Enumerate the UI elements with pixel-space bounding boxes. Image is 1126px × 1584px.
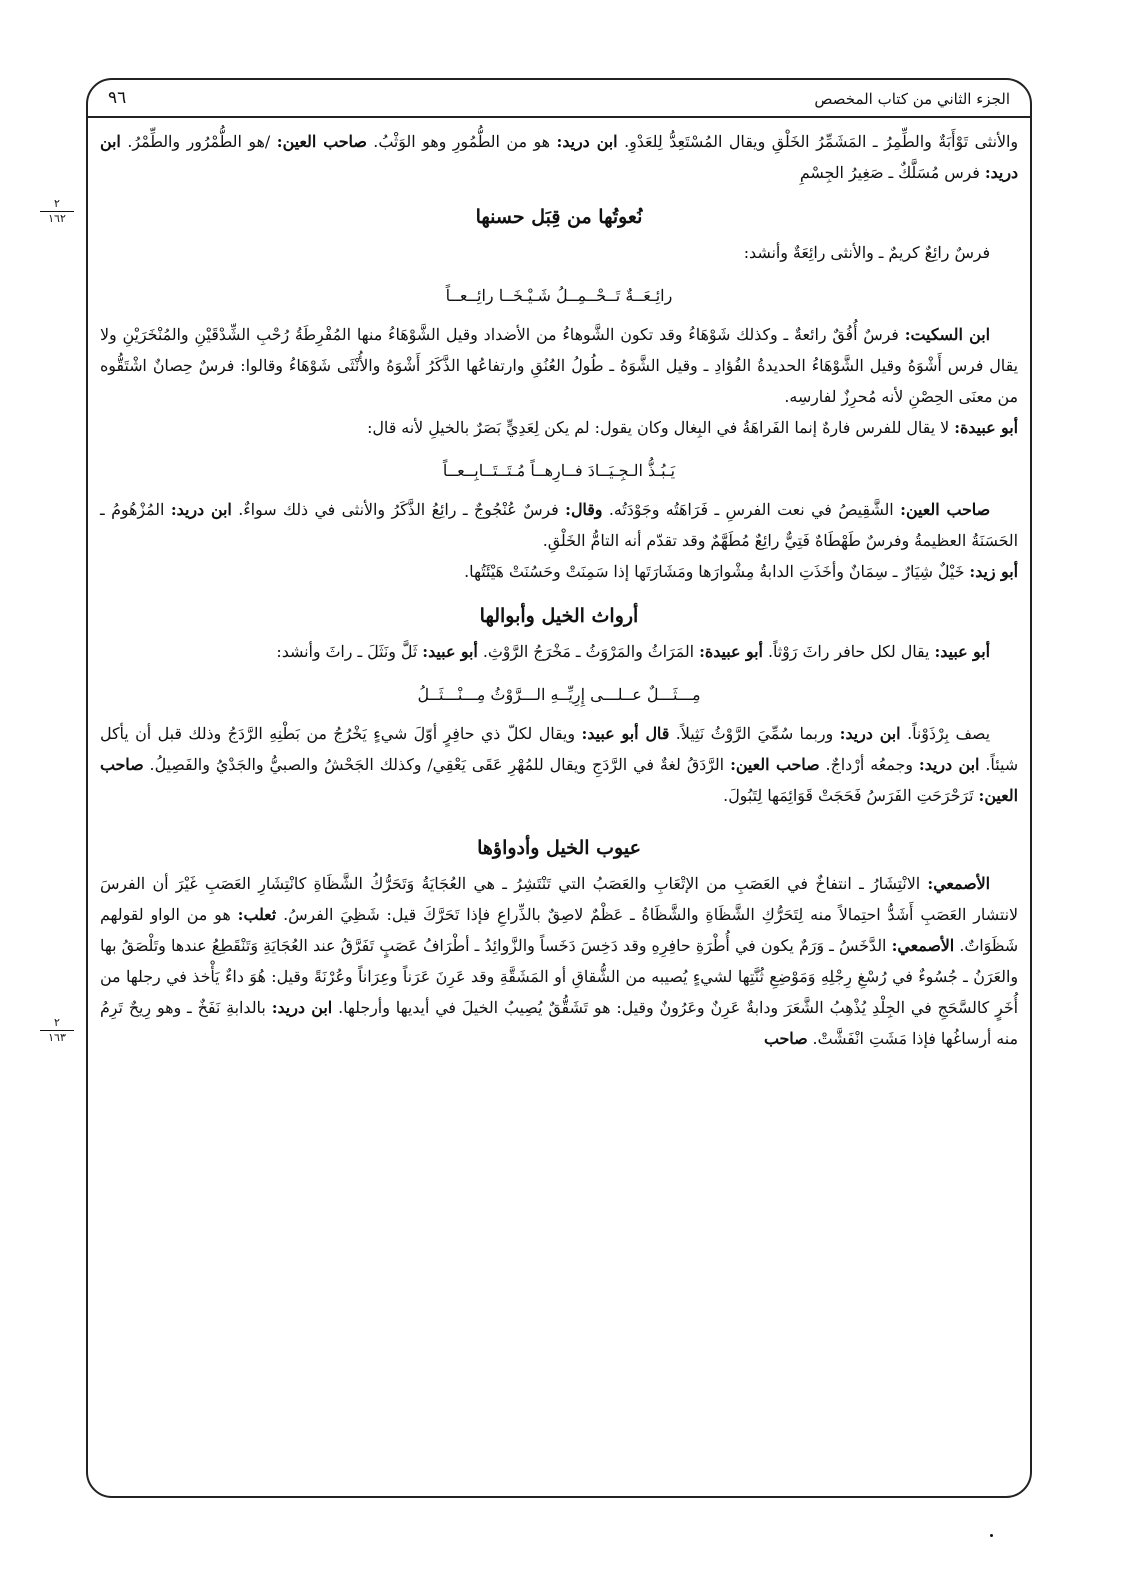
author-label: ابن دريد: bbox=[100, 132, 1018, 182]
section-heading: عيوب الخيل وأدواؤها bbox=[477, 837, 641, 859]
author-label: الأصمعي: bbox=[927, 874, 990, 893]
author-label: ابن دريد: bbox=[271, 998, 333, 1017]
paragraph: أبو عبيدة: لا يقال للفرس فارهٌ إنما الفَراهَةُ في البِغال وكان يقول: لم يكن لِعَدِيٍّ بَصَرٌ بالخيلِ لأنه قال: bbox=[367, 418, 1018, 437]
page-number: ٩٦ bbox=[108, 88, 127, 108]
author-label: ابن دريد: bbox=[839, 724, 901, 743]
page-header bbox=[86, 78, 1032, 118]
author-label: أبو عبيد: bbox=[934, 642, 990, 661]
paragraph: أبو زيد: خَيْلٌ شِيَارٌ ـ سِمَانٌ وأخَذَتِ الدابةُ مِشْوارَها ومَشَارَتَها إذا سَمِنَتْ وحَسُنَتْ هَيْئَتُها. bbox=[464, 562, 1018, 581]
running-title: الجزء الثاني من كتاب المخصص bbox=[814, 90, 1010, 108]
author-label: ابن دريد: bbox=[556, 132, 618, 151]
author-label: صاحب bbox=[763, 1029, 808, 1048]
paragraph: فرسٌ رائِعٌ كريمٌ ـ والأنثى رائِعَةٌ وأنشد: bbox=[743, 243, 990, 262]
author-label: ثعلب: bbox=[237, 905, 277, 924]
margin-note-1 bbox=[40, 198, 74, 225]
margin-note-page: ١٦٢ bbox=[48, 212, 66, 225]
paragraph: الأصمعي: الانْتِشَارُ ـ انتفاخٌ في العَصَبِ من الإتْعَابِ والعَصَبُ التي تَنْتَشِرُ ـ هي العُجَايَةُ وَتَحَرُّكُ الشَّظَاةِ كانْتِشَارِ العَصَبِ غَيْرَ أن الفرسَ لانتشار العَصَبِ أَشَدُّ احتِمالاً منه لِتَحَرُّكِ الشَّظَاةِ والشَّظَاةُ ـ عَظْمٌ لاصِقٌ بالذِّراعِ فإذا تَحَرَّكَ قيل: شَظِيَ الفرسُ. ثعلب: هو من الواو لقولهم شَظَوَاتٌ. الأصمعي: الدَّخَسُ ـ وَرَمٌ يكون في أُطْرَةِ حافِرِهِ وقد دَخِسَ دَخَساً والزَّوائِدُ ـ أطْرَافُ عَصَبٍ تَفَرَّقُ عند العُجَايَةِ وَتَنْقَطِعُ عندها وتَلْصَقُ بها والعَرَنُ ـ جُسُوءٌ في رُسْغِ رِجْلِهِ وَمَوْضِعِ ثُنَّتِها لشيءٍ يُصيبه من الشُّقاقِ أو المَشَقَّةِ وقد عَرِنَ عَرَناً وعِرَاناً وعُرْنَةً وقيل: هُوَ داءٌ يَأْخذ في رجلها من أُخَرٍ كالسَّحَجِ في الجِلْدِ يُذْهِبُ الشَّعَرَ ودابةٌ عَرِنٌ وعَرُونٌ وقيل: هو تَشَقُّقٌ يُصِيبُ الخيلَ في أيديها وأرجلها. ابن دريد: بالدابةِ نَفَخٌ ـ وهو رِيحٌ تَرِمُ منه أرساغُها فإذا مَشَتِ انْفَشَّتْ. صاحب bbox=[100, 874, 1019, 1048]
paragraph: صاحب العين: الشَّقِيصُ في نعت الفرسِ ـ فَرَاهَتُه وجَوْدَتُه. وقال: فرسٌ عُنْجُوجٌ ـ رائِعُ الذَّكَرُ والأنثى في ذلك سواءٌ. ابن دريد: المُزْهُومُ ـ الحَسَنَةُ العظيمةُ وفرسٌ طَهْطَاهٌ فَتِيٌّ رائِعٌ مُطَهَّمٌ وقد تقدّم أنه التامُّ الخَلْقِ. bbox=[100, 500, 1018, 550]
author-label: صاحب العين: bbox=[730, 755, 820, 774]
paragraph: أبو عبيد: يقال لكل حافر راثَ رَوْثاً. أبو عبيدة: المَرَاثُ والمَرْوَثُ ـ مَخْرَجُ الرَّوْثِ. أبو عبيد: ثَلَّ ونَثَلَ ـ راثَ وأنشد: bbox=[276, 642, 990, 661]
verse-line: رائِـعَــةٌ تَــحْــمِــلُ شَـيْـخَــا رائِــعــاً bbox=[445, 286, 673, 305]
author-label: ابن دريد: bbox=[918, 755, 980, 774]
verse-line: يَـبُـذُّ الـجِـيَــادَ فــارِهــاً مُـتَــتَــابِــعــاً bbox=[442, 461, 676, 480]
section-heading: نُعوتُها من قِبَل حسنها bbox=[475, 206, 643, 228]
margin-note-volume: ٢ bbox=[40, 198, 74, 212]
author-label: قال أبو عبيد: bbox=[581, 724, 670, 743]
author-label: أبو عبيدة: bbox=[699, 642, 763, 661]
paragraph: ابن السكيت: فرسٌ أُفُقٌ رائعةٌ ـ وكذلك شَوْهَاءُ وقد تكون الشَّوهاءُ من الأضداد وقيل الشَّوْهَاءُ منها المُفْرِطَةُ رُحْبِ الشِّدْقَيْنِ والمُنْخَرَيْنِ ولا يقال فرس أَشْوَهُ وقيل الشَّوْهَاءُ الحديدةُ الفُؤادِ ـ وقيل الشَّوَهُ ـ طُولُ العُنُقِ وارتفاعُها الذَّكَرُ أَشْوَهُ والأُنْثَى شَوْهَاءُ وقالوا: فرسٌ حِصانٌ اشْتَقُّوه من معنَى الحِصْنِ لأنه مُحرِزٌ لفارسِه. bbox=[100, 325, 1018, 406]
page-body bbox=[100, 126, 1018, 1054]
author-label: أبو زيد: bbox=[969, 562, 1018, 581]
author-label: صاحب العين: bbox=[100, 755, 1018, 805]
section-heading: أرواث الخيل وأبوالها bbox=[479, 605, 639, 627]
paragraph: والأنثى تَوْأَبَةٌ والطِّمِرُ ـ المَشَمِّرُ الخَلْقِ ويقال المُسْتَعِدُّ لِلعَدْوِ. ابن دريد: هو من الطُّمُورِ وهو الوَثْبُ. صاحب العين: /هو الطُّمْرُور والطِّمْرُ. ابن دريد: فرس مُسَلَّكٌ ـ صَغِيرُ الجِسْمِ bbox=[100, 132, 1018, 182]
author-label: أبو عبيدة: bbox=[954, 418, 1018, 437]
margin-note-volume: ٢ bbox=[40, 1017, 74, 1031]
margin-note-page: ١٦٣ bbox=[48, 1031, 66, 1044]
margin-note-2 bbox=[40, 1017, 74, 1044]
paragraph: يصف بِرْذَوْناً. ابن دريد: وربما سُمِّيَ الرَّوْثُ نَثِيلاً. قال أبو عبيد: ويقال لكلّ ذي حافِرٍ أوّلَ شيءٍ يَخْرُجُ من بَطْنِهِ الرَّدَجُ وذلك قبل أن يأكل شيئاً. ابن دريد: وجمعُه أرْداجٌ. صاحب العين: الرَّدَقُ لغةٌ في الرَّدَجِ ويقال للمُهْرِ عَقَى يَعْقِي/ وكذلك الجَحْشُ والصبيُّ والجَدْيُ والفَصِيلُ. صاحب العين: تَرَحْرَحَتِ الفَرَسُ فَحَجَتْ قَوَائِمَها لِتَبُولَ. bbox=[100, 724, 1019, 805]
author-label: صاحب العين: bbox=[276, 132, 367, 151]
author-label: أبو عبيد: bbox=[422, 642, 478, 661]
author-label: صاحب العين: bbox=[900, 500, 991, 519]
verse-line: مِـــثَـــلٌ عــلـــى إِرِيِّــهِ الـــرَّوْثُ مِـــنْـــثَــلُ bbox=[417, 685, 701, 704]
author-label: ابن السكيت: bbox=[904, 325, 990, 344]
scan-speck bbox=[990, 1534, 993, 1537]
author-label: الأصمعي: bbox=[891, 936, 955, 955]
author-label: وقال: bbox=[565, 500, 603, 519]
author-label: ابن دريد: bbox=[170, 500, 232, 519]
